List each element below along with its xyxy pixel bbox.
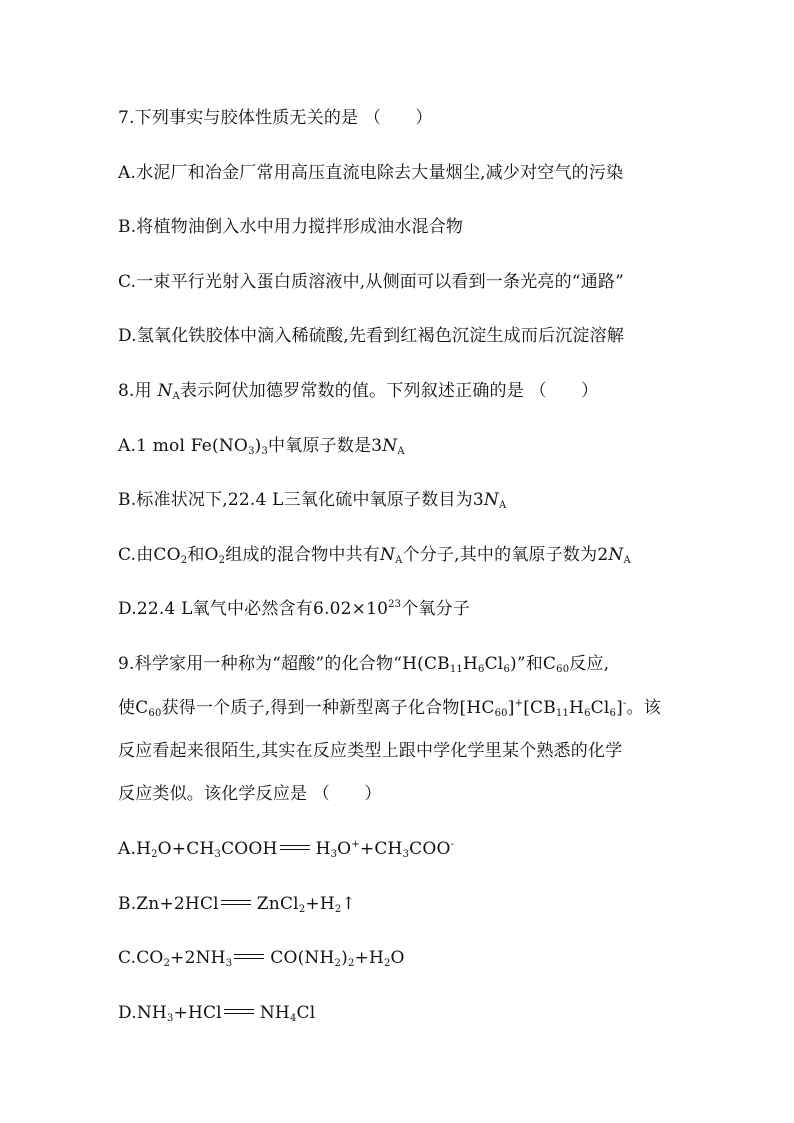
q8-option-c: C.由$CO_2$和$O_2$组成的混合物中共有$N_A$个分子,其中的氧原子数为$2N_A$ (118, 545, 631, 566)
equals-sign (224, 1009, 254, 1014)
q8-option-a: A.1 mol $Fe(NO_3)_3$中氧原子数是$3N_A$ (118, 436, 405, 457)
equals-sign (221, 900, 251, 905)
q9-stem-line-3: 反应看起来很陌生,其实在反应类型上跟中学化学里某个熟悉的化学 (118, 741, 623, 761)
q9-stem-line-4: 反应类似。该化学反应是 （ ） (118, 784, 382, 804)
q8-option-b: B.标准状况下,22.4 L三氧化硫中氧原子数目为$3N_A$ (118, 490, 507, 511)
gas-arrow-icon: ↑ (341, 894, 356, 914)
equals-sign (280, 845, 310, 850)
equals-sign (234, 954, 264, 959)
q9-option-d: $D.NH_3+HCl$ $NH_4Cl$ (118, 1003, 316, 1024)
q9-option-a: $A.H_2O+CH_3COOH$ $H_3O^++CH_3COO^-$ (118, 839, 455, 860)
q9-stem-line-1: 9.科学家用一种称为“超酸”的化合物“$H(CB_{11}H_6Cl_6)$”和$C_{60}$反应, (118, 654, 610, 675)
q7-option-b: B.将植物油倒入水中用力搅拌形成油水混合物 (118, 217, 464, 237)
q8-stem: 8.用 $N_A$表示阿伏加德罗常数的值。下列叙述正确的是 （ ） (118, 381, 599, 402)
q7-option-a: A.水泥厂和冶金厂常用高压直流电除去大量烟尘,减少对空气的污染 (118, 163, 624, 183)
q9-option-b: B.Zn+2HCl $ZnCl_2+H_2↑$ (118, 894, 356, 915)
q7-option-c: C.一束平行光射入蛋白质溶液中,从侧面可以看到一条光亮的“通路” (118, 272, 624, 292)
q9-option-c: $C.CO_2+2NH_3$ $CO(NH_2)_2+H_2O$ (118, 948, 405, 969)
q9-stem-line-2: 使$C_{60}$获得一个质子,得到一种新型离子化合物$[HC_{60}]^+[CB_{11}H_6Cl_6]^-$。该 (118, 698, 661, 719)
q7-option-d: D.氢氧化铁胶体中滴入稀硫酸,先看到红褐色沉淀生成而后沉淀溶解 (118, 326, 625, 346)
q7-stem: 7.下列事实与胶体性质无关的是 （ ） (118, 108, 433, 128)
q8-option-d: D.22.4 L氧气中必然含有$6.02\times 10^{23}$个氧分子 (118, 599, 471, 619)
